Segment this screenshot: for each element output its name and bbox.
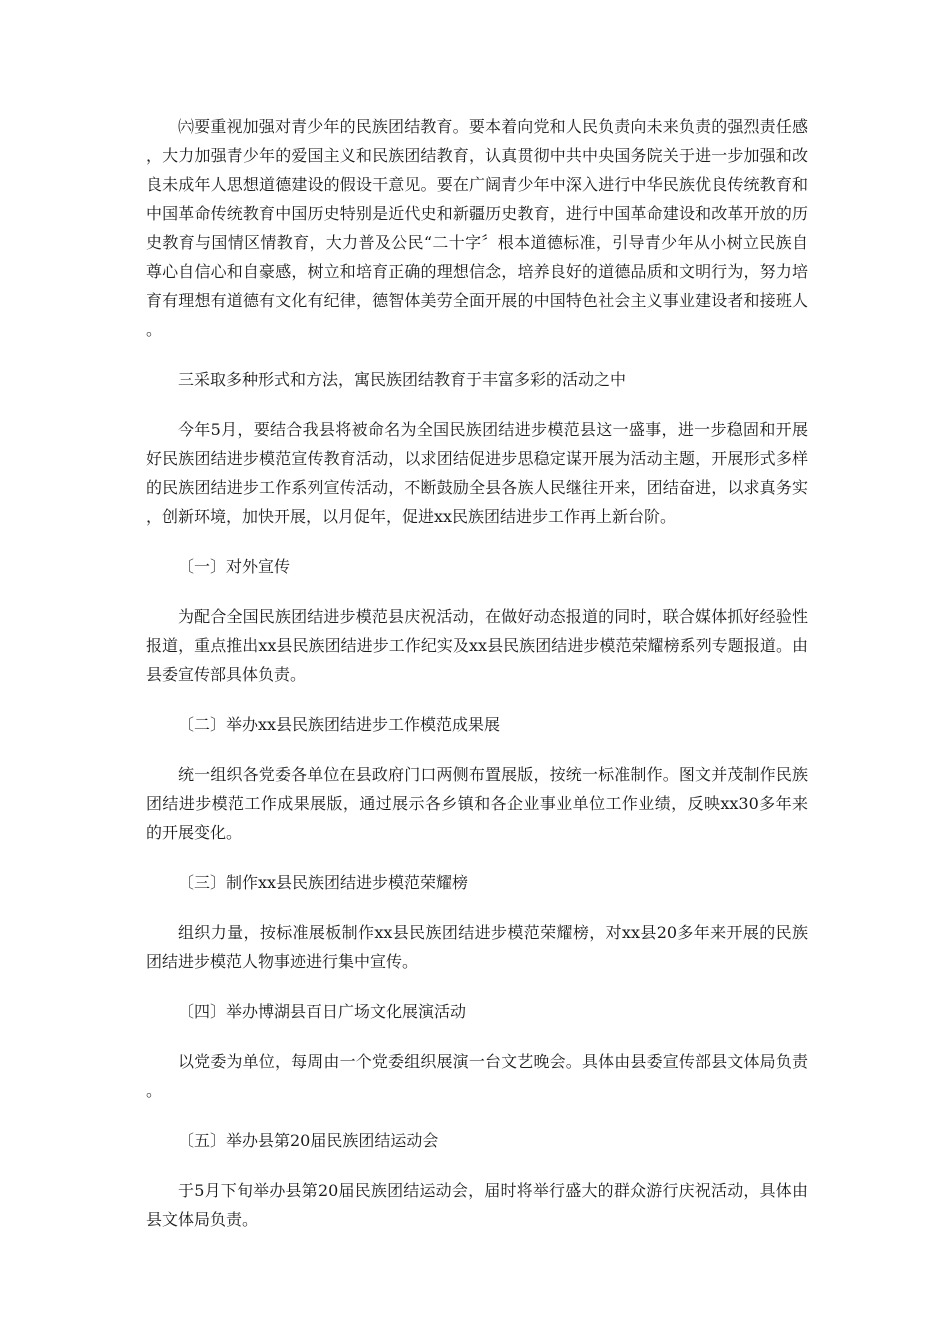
paragraph-may-campaign: 今年5月，要结合我县将被命名为全国民族团结进步模范县这一盛事，进一步稳固和开展好民族团结进步模范宣传教育活动，以求团结促进步思稳定谋开展为活动主题，开展形式多样的民族团结进步工作系列宣传活动，不断鼓励全县各族人民继往开来，团结奋进，以求真务实，创新环境，加快开展，以月促年，促进xx民族团结进步工作再上新台阶。: [146, 420, 808, 526]
paragraph-youth-education: ㈥要重视加强对青少年的民族团结教育。要本着向党和人民负责向未来负责的强烈责任感，大力加强青少年的爱国主义和民族团结教育，认真贯彻中共中央国务院关于进一步加强和改良未成年人思想道德建设的假设干意见。要在广阔青少年中深入进行中华民族优良传统教育和中国革命传统教育中国历史特别是近代史和新疆历史教育，进行中国革命建设和改革开放的历史教育与国情区情教育，大力普及公民“二十字〞根本道德标准，引导青少年从小树立民族自尊心自信心和自豪感，树立和培育正确的理想信念，培养良好的道德品质和文明行为，努力培育有理想有道德有文化有纪律，德智体美劳全面开展的中国特色社会主义事业建设者和接班人。: [146, 117, 808, 339]
paragraph-honor-roll: 组织力量，按标准展板制作xx县民族团结进步模范荣耀榜，对xx县20多年来开展的民族团结进步模范人物事迹进行集中宣传。: [146, 923, 808, 971]
subheading-honor-roll: 〔三〕制作xx县民族团结进步模范荣耀榜: [178, 873, 469, 892]
subheading-square-culture: 〔四〕举办博湖县百日广场文化展演活动: [178, 1002, 467, 1021]
paragraph-square-culture: 以党委为单位，每周由一个党委组织展演一台文艺晚会。具体由县委宣传部县文体局负责。: [146, 1052, 808, 1100]
document-body: [146, 112, 808, 1234]
subheading-sports-meet: 〔五〕举办县第20届民族团结运动会: [178, 1131, 439, 1150]
paragraph-achievement-exhibition: 统一组织各党委各单位在县政府门口两侧布置展版，按统一标准制作。图文并茂制作民族团结进步模范工作成果展版，通过展示各乡镇和各企业事业单位工作业绩，反映xx30多年来的开展变化。: [146, 765, 808, 842]
subheading-achievement-exhibition: 〔二〕举办xx县民族团结进步工作模范成果展: [178, 715, 501, 734]
subheading-external-publicity: 〔一〕对外宣传: [178, 557, 291, 576]
paragraph-sports-meet: 于5月下旬举办县第20届民族团结运动会，届时将举行盛大的群众游行庆祝活动，具体由县文体局负责。: [146, 1181, 808, 1229]
section-heading-activities: 三采取多种形式和方法，寓民族团结教育于丰富多彩的活动之中: [178, 370, 627, 389]
paragraph-external-publicity: 为配合全国民族团结进步模范县庆祝活动，在做好动态报道的同时，联合媒体抓好经验性报道，重点推出xx县民族团结进步工作纪实及xx县民族团结进步模范荣耀榜系列专题报道。由县委宣传部具体负责。: [146, 607, 808, 684]
